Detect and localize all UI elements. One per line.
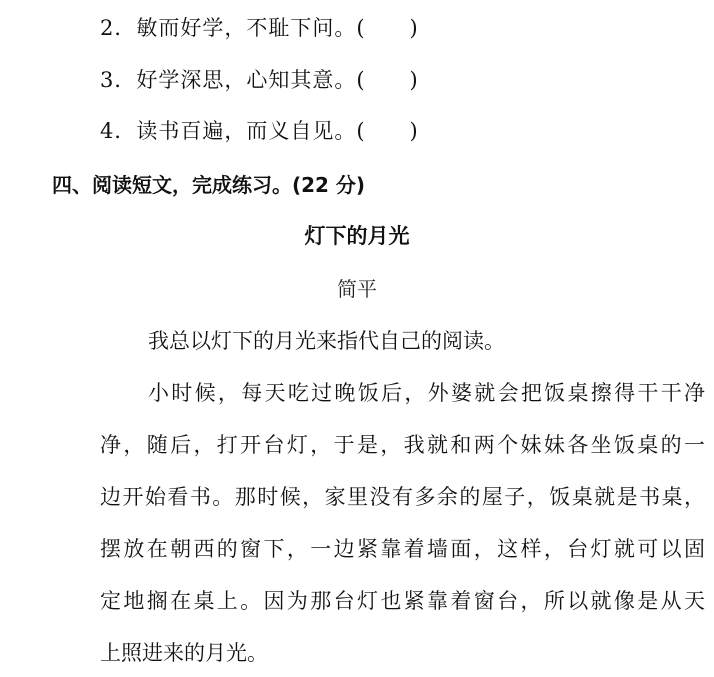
question-2: 2．敏而好学，不耻下问。( ) (100, 16, 419, 40)
paragraph-1: 我总以灯下的月光来指代自己的阅读。 (148, 329, 505, 353)
question-4: 4．读书百遍，而义自见。( ) (100, 119, 419, 143)
paragraph-2-line-1: 小时候，每天吃过晚饭后，外婆就会把饭桌擦得干干净 (148, 381, 705, 405)
article-author: 简平 (337, 277, 377, 301)
section-heading: 四、阅读短文，完成练习。(22 分) (52, 173, 366, 197)
paragraph-2-line-6: 上照进来的月光。 (100, 641, 268, 665)
paragraph-2-line-5: 定地搁在桌上。因为那台灯也紧靠着窗台，所以就像是从天 (100, 589, 705, 613)
article-title: 灯下的月光 (304, 224, 410, 248)
paragraph-2-line-3: 边开始看书。那时候，家里没有多余的屋子，饭桌就是书桌， (100, 485, 705, 509)
question-3: 3．好学深思，心知其意。( ) (100, 68, 419, 92)
paragraph-2-line-2: 净，随后，打开台灯，于是，我就和两个妹妹各坐饭桌的一 (100, 433, 705, 457)
paragraph-2-line-4: 摆放在朝西的窗下，一边紧靠着墙面，这样，台灯就可以固 (100, 537, 705, 561)
